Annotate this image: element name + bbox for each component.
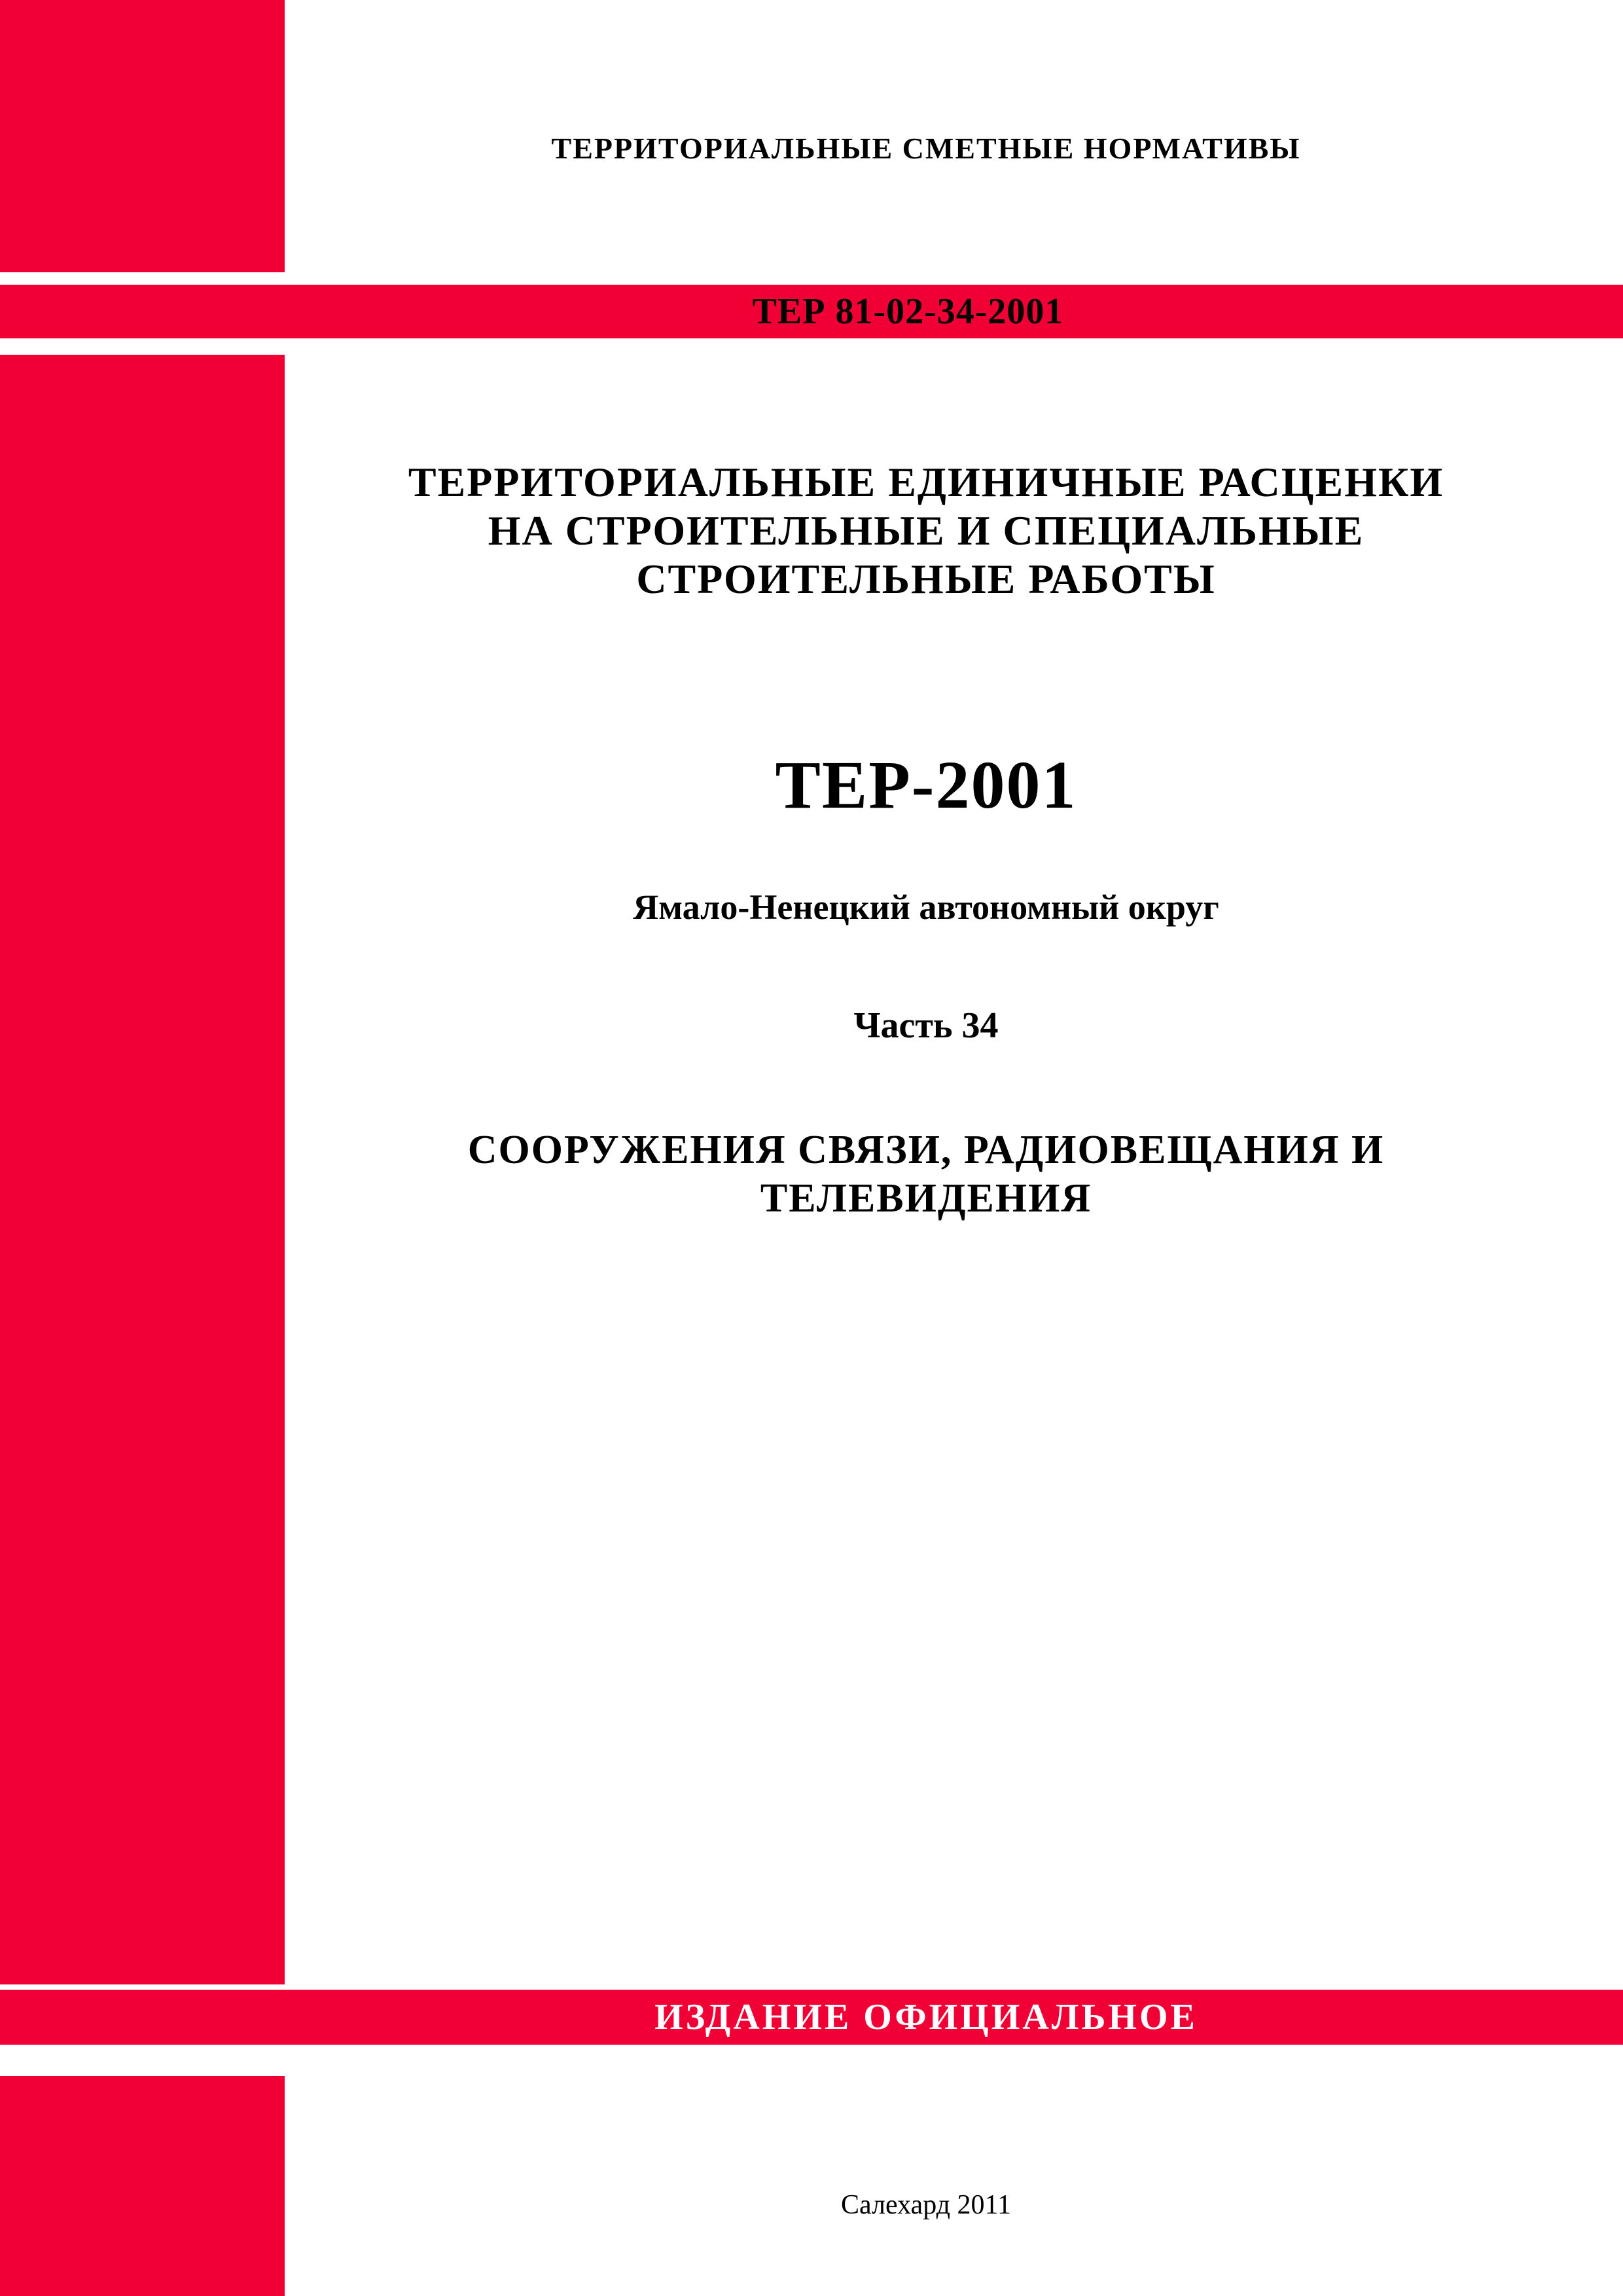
- main-title-line-2: НА СТРОИТЕЛЬНЫЕ И СПЕЦИАЛЬНЫЕ: [488, 507, 1364, 554]
- official-edition-label: ИЗДАНИЕ ОФИЦИАЛЬНОЕ: [654, 1997, 1198, 2037]
- part-number: Часть 34: [853, 1005, 999, 1046]
- main-title-line-3: СТРОИТЕЛЬНЫЕ РАБОТЫ: [636, 556, 1216, 602]
- ter-title: ТЕР-2001: [775, 747, 1077, 823]
- red-spine-top: [0, 0, 285, 272]
- section-title-line-1: СООРУЖЕНИЯ СВЯЗИ, РАДИОВЕЩАНИЯ И: [467, 1128, 1385, 1172]
- red-spine-middle: [0, 355, 285, 1984]
- red-spine-bottom: [0, 2076, 285, 2296]
- series-title: ТЕРРИТОРИАЛЬНЫЕ СМЕТНЫЕ НОРМАТИВЫ: [551, 132, 1301, 165]
- section-title-line-2: ТЕЛЕВИДЕНИЯ: [760, 1176, 1092, 1221]
- document-code: ТЕР 81-02-34-2001: [752, 291, 1064, 332]
- section-title: [285, 1126, 1567, 1223]
- code-band: [0, 285, 1623, 338]
- publication-place-year: Салехард 2011: [841, 2190, 1011, 2220]
- main-title-line-1: ТЕРРИТОРИАЛЬНЫЕ ЕДИНИЧНЫЕ РАСЦЕНКИ: [408, 459, 1444, 505]
- region-name: Ямало-Ненецкий автономный округ: [633, 888, 1219, 927]
- main-title: [285, 458, 1567, 603]
